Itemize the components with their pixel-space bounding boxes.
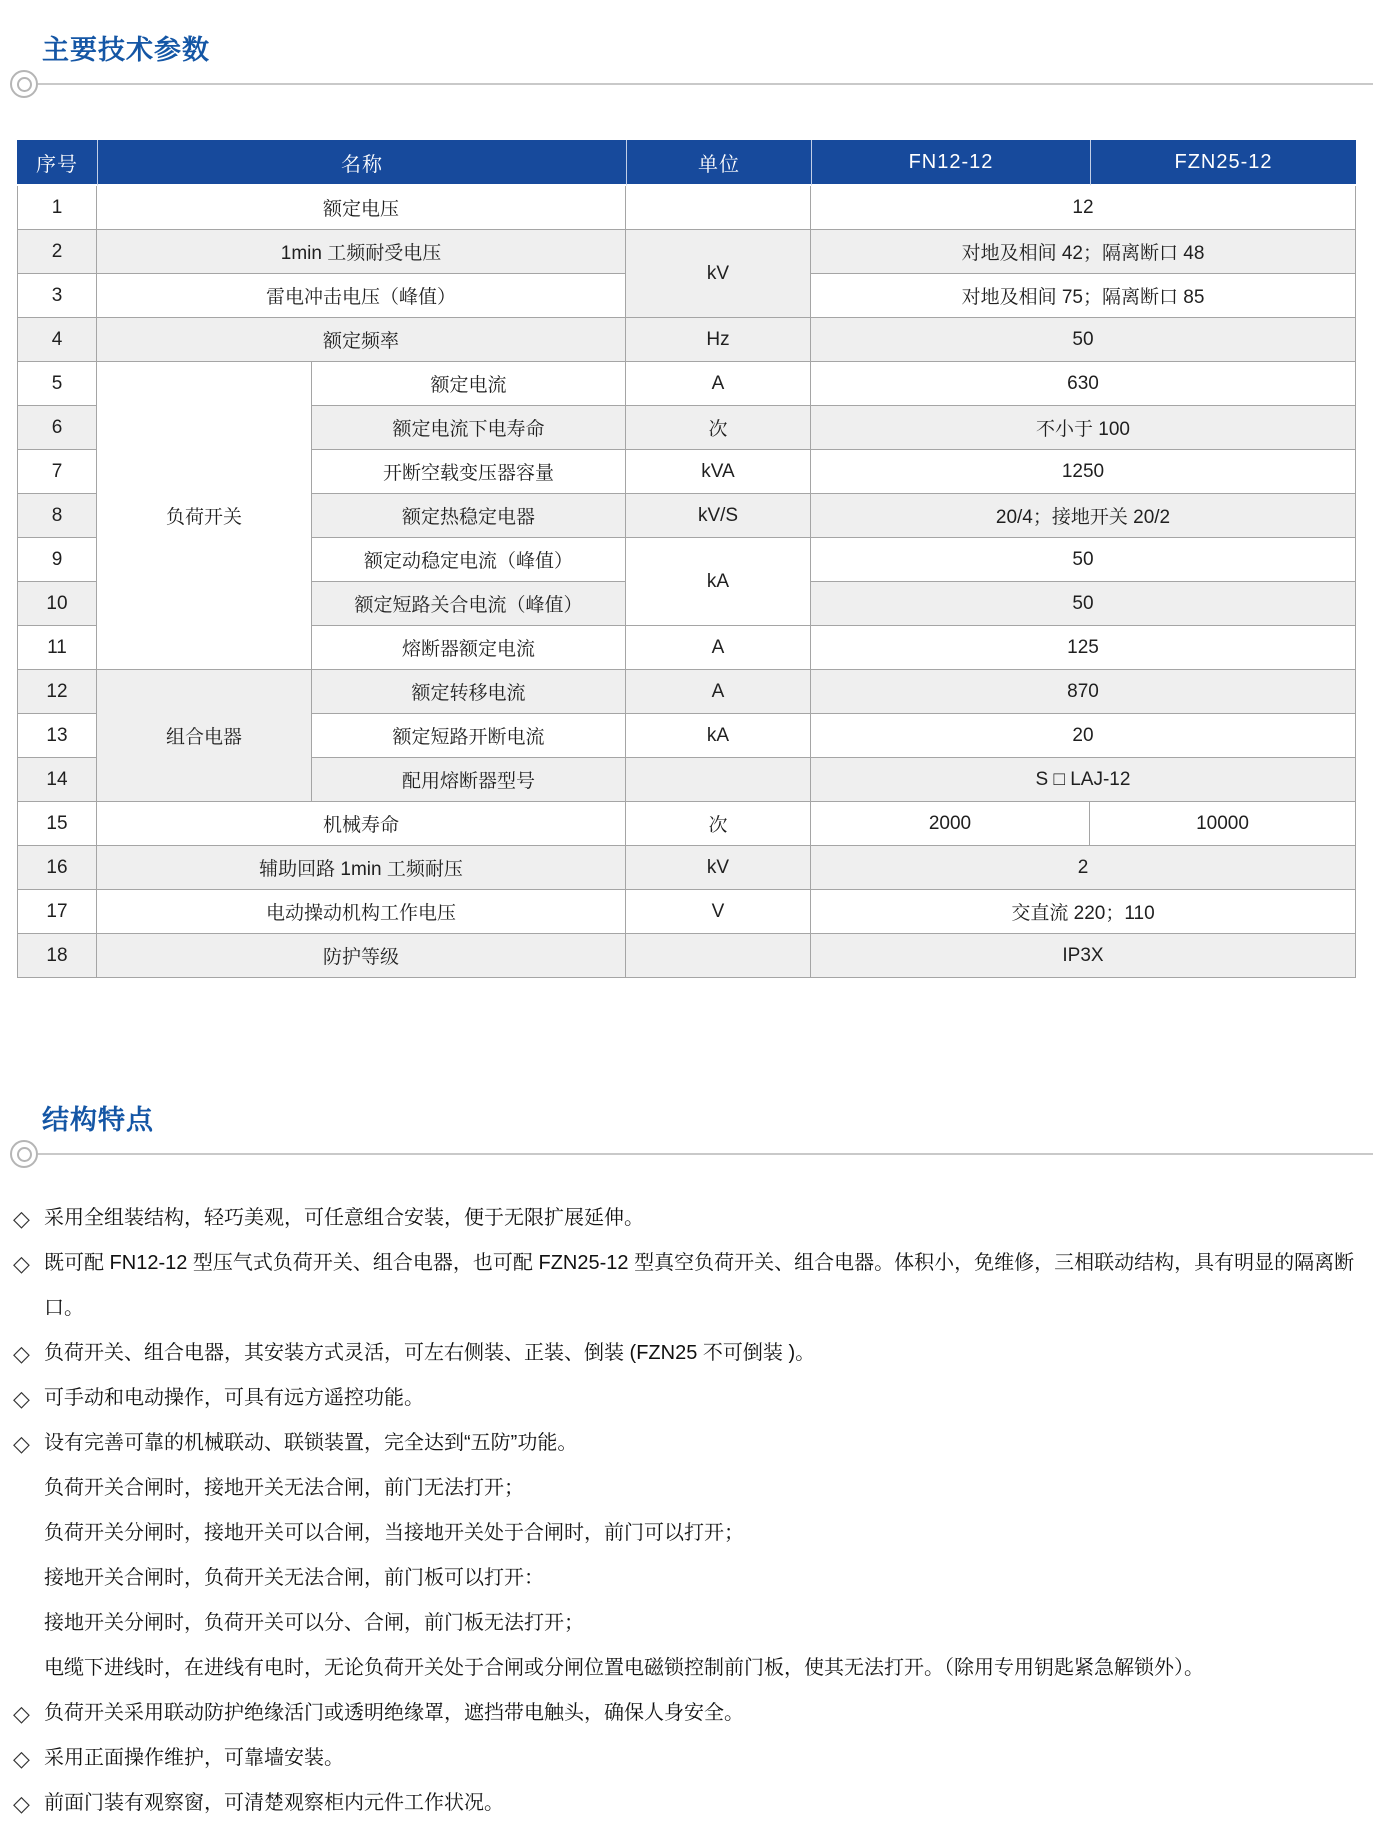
feature-text: 采用全组装结构，轻巧美观，可任意组合安装，便于无限扩展延伸。: [44, 1207, 644, 1229]
value-cell: IP3X: [811, 934, 1356, 978]
section-header: [0, 0, 1373, 100]
divider-line: [38, 83, 1373, 85]
feature-text: 接地开关分闸时，负荷开关可以分、合闸，前门板无法打开；: [44, 1612, 584, 1634]
unit-cell: [626, 758, 811, 802]
feature-text: 电缆下进线时，在进线有电时，无论负荷开关处于合闸或分闸位置电磁锁控制前门板，使其无法打开。（除用专用钥匙紧急解锁外）。: [44, 1657, 1204, 1679]
diamond-bullet-icon: ◇: [13, 1431, 30, 1456]
value-cell: 不小于 100: [811, 406, 1356, 450]
feature-text: 既可配 FN12-12 型压气式负荷开关、组合电器，也可配 FZN25-12 型真空负荷开关、组合电器。体积小，免维修，三相联动结构，具有明显的隔离断口。: [44, 1252, 1355, 1319]
feature-item: [0, 1691, 1359, 1736]
feature-text: 负荷开关分闸时，接地开关可以合闸，当接地开关处于合闸时，前门可以打开；: [44, 1522, 744, 1544]
spec-table: [17, 140, 1356, 978]
section-ring-icon: [10, 1140, 38, 1168]
section-title: 结构特点: [42, 1105, 154, 1135]
unit-cell: kA: [626, 714, 811, 758]
feature-text: 负荷开关、组合电器，其安装方式灵活，可左右侧装、正装、倒装 (FZN25 不可倒装 )。: [44, 1342, 816, 1364]
row-index-cell: 18: [17, 934, 97, 978]
col-header-fzn25: FZN25-12: [1090, 140, 1356, 186]
feature-item: [0, 1421, 1359, 1466]
param-name-cell: 机械寿命: [97, 802, 626, 846]
value-cell: 交直流 220；110: [811, 890, 1356, 934]
param-name-cell: 额定转移电流: [312, 670, 626, 714]
diamond-bullet-icon: ◇: [13, 1791, 30, 1816]
param-name-cell: 辅助回路 1min 工频耐压: [97, 846, 626, 890]
feature-text: 前面门装有观察窗，可清楚观察柜内元件工作状况。: [44, 1792, 504, 1814]
param-name-cell: 1min 工频耐受电压: [97, 230, 626, 274]
section-divider: [0, 68, 1373, 100]
row-index-cell: 17: [17, 890, 97, 934]
param-name-cell: 额定电流: [312, 362, 626, 406]
param-name-cell: 额定短路开断电流: [312, 714, 626, 758]
row-index-cell: 3: [17, 274, 97, 318]
row-index-cell: 12: [17, 670, 97, 714]
divider-line: [38, 1153, 1373, 1155]
value-cell: S □ LAJ-12: [811, 758, 1356, 802]
diamond-bullet-icon: ◇: [13, 1206, 30, 1231]
value-cell: 50: [811, 538, 1356, 582]
param-name-cell: 开断空载变压器容量: [312, 450, 626, 494]
feature-subitem: [0, 1601, 1359, 1646]
unit-cell: A: [626, 670, 811, 714]
feature-subitem: [0, 1556, 1359, 1601]
diamond-bullet-icon: ◇: [13, 1251, 30, 1276]
feature-list: [0, 1196, 1373, 1826]
diamond-bullet-icon: ◇: [13, 1746, 30, 1771]
feature-subitem: [0, 1511, 1359, 1556]
diamond-bullet-icon: ◇: [13, 1341, 30, 1366]
row-index-cell: 15: [17, 802, 97, 846]
feature-text: 可手动和电动操作，可具有远方遥控功能。: [44, 1387, 424, 1409]
table-row: [17, 318, 1356, 362]
col-header-name: 名称: [97, 140, 626, 186]
table-row: [17, 362, 1356, 406]
value-cell: 20: [811, 714, 1356, 758]
value-fn-cell: 2000: [811, 802, 1090, 846]
group-cell-load-switch: 负荷开关: [97, 362, 312, 670]
feature-item: [0, 1781, 1359, 1826]
feature-item: [0, 1331, 1359, 1376]
row-index-cell: 16: [17, 846, 97, 890]
value-cell: 2: [811, 846, 1356, 890]
section-header: [0, 1070, 1373, 1170]
feature-item: [0, 1196, 1359, 1241]
unit-cell: Hz: [626, 318, 811, 362]
row-index-cell: 7: [17, 450, 97, 494]
unit-cell: kV: [626, 230, 811, 318]
feature-item: [0, 1241, 1359, 1331]
section-ring-icon: [10, 70, 38, 98]
value-cell: 对地及相间 75；隔离断口 85: [811, 274, 1356, 318]
section-title: 主要技术参数: [42, 35, 210, 65]
row-index-cell: 4: [17, 318, 97, 362]
table-row: [17, 230, 1356, 274]
table-row: [17, 890, 1356, 934]
param-name-cell: 防护等级: [97, 934, 626, 978]
feature-item: [0, 1736, 1359, 1781]
section-structure-features: [0, 1070, 1373, 1826]
feature-item: [0, 1376, 1359, 1421]
unit-cell: kV: [626, 846, 811, 890]
value-cell: 50: [811, 582, 1356, 626]
value-cell: 50: [811, 318, 1356, 362]
param-name-cell: 额定短路关合电流（峰值）: [312, 582, 626, 626]
unit-cell: [626, 934, 811, 978]
param-name-cell: 额定频率: [97, 318, 626, 362]
col-header-fn12: FN12-12: [811, 140, 1090, 186]
table-row: [17, 670, 1356, 714]
unit-cell: A: [626, 626, 811, 670]
unit-cell: kA: [626, 538, 811, 626]
col-header-no: 序号: [17, 140, 97, 186]
value-cell: 对地及相间 42；隔离断口 48: [811, 230, 1356, 274]
value-cell: 12: [811, 186, 1356, 230]
table-row: [17, 186, 1356, 230]
table-row: [17, 846, 1356, 890]
value-cell: 20/4；接地开关 20/2: [811, 494, 1356, 538]
section-divider: [0, 1138, 1373, 1170]
row-index-cell: 11: [17, 626, 97, 670]
param-name-cell: 配用熔断器型号: [312, 758, 626, 802]
diamond-bullet-icon: ◇: [13, 1701, 30, 1726]
row-index-cell: 1: [17, 186, 97, 230]
diamond-bullet-icon: ◇: [13, 1386, 30, 1411]
feature-text: 设有完善可靠的机械联动、联锁装置，完全达到“五防”功能。: [44, 1432, 578, 1454]
param-name-cell: 额定电压: [97, 186, 626, 230]
table-row: [17, 802, 1356, 846]
row-index-cell: 13: [17, 714, 97, 758]
col-header-unit: 单位: [626, 140, 811, 186]
feature-text: 负荷开关采用联动防护绝缘活门或透明绝缘罩，遮挡带电触头，确保人身安全。: [44, 1702, 744, 1724]
param-name-cell: 额定动稳定电流（峰值）: [312, 538, 626, 582]
unit-cell: kV/S: [626, 494, 811, 538]
feature-text: 负荷开关合闸时，接地开关无法合闸，前门无法打开；: [44, 1477, 524, 1499]
row-index-cell: 10: [17, 582, 97, 626]
row-index-cell: 5: [17, 362, 97, 406]
value-cell: 630: [811, 362, 1356, 406]
row-index-cell: 2: [17, 230, 97, 274]
table-header-row: [17, 140, 1356, 186]
feature-subitem: [0, 1466, 1359, 1511]
unit-cell: [626, 186, 811, 230]
unit-cell: kVA: [626, 450, 811, 494]
unit-cell: A: [626, 362, 811, 406]
value-cell: 1250: [811, 450, 1356, 494]
param-name-cell: 熔断器额定电流: [312, 626, 626, 670]
group-cell-combined: 组合电器: [97, 670, 312, 802]
row-index-cell: 14: [17, 758, 97, 802]
value-cell: 870: [811, 670, 1356, 714]
row-index-cell: 6: [17, 406, 97, 450]
value-cell: 125: [811, 626, 1356, 670]
table-row: [17, 934, 1356, 978]
param-name-cell: 额定电流下电寿命: [312, 406, 626, 450]
row-index-cell: 9: [17, 538, 97, 582]
param-name-cell: 电动操动机构工作电压: [97, 890, 626, 934]
unit-cell: 次: [626, 802, 811, 846]
row-index-cell: 8: [17, 494, 97, 538]
unit-cell: 次: [626, 406, 811, 450]
param-name-cell: 雷电冲击电压（峰值）: [97, 274, 626, 318]
param-name-cell: 额定热稳定电器: [312, 494, 626, 538]
value-fzn-cell: 10000: [1090, 802, 1356, 846]
feature-subitem: [0, 1646, 1359, 1691]
feature-text: 接地开关合闸时，负荷开关无法合闸，前门板可以打开：: [44, 1567, 544, 1589]
feature-text: 采用正面操作维护，可靠墙安装。: [44, 1747, 344, 1769]
unit-cell: V: [626, 890, 811, 934]
